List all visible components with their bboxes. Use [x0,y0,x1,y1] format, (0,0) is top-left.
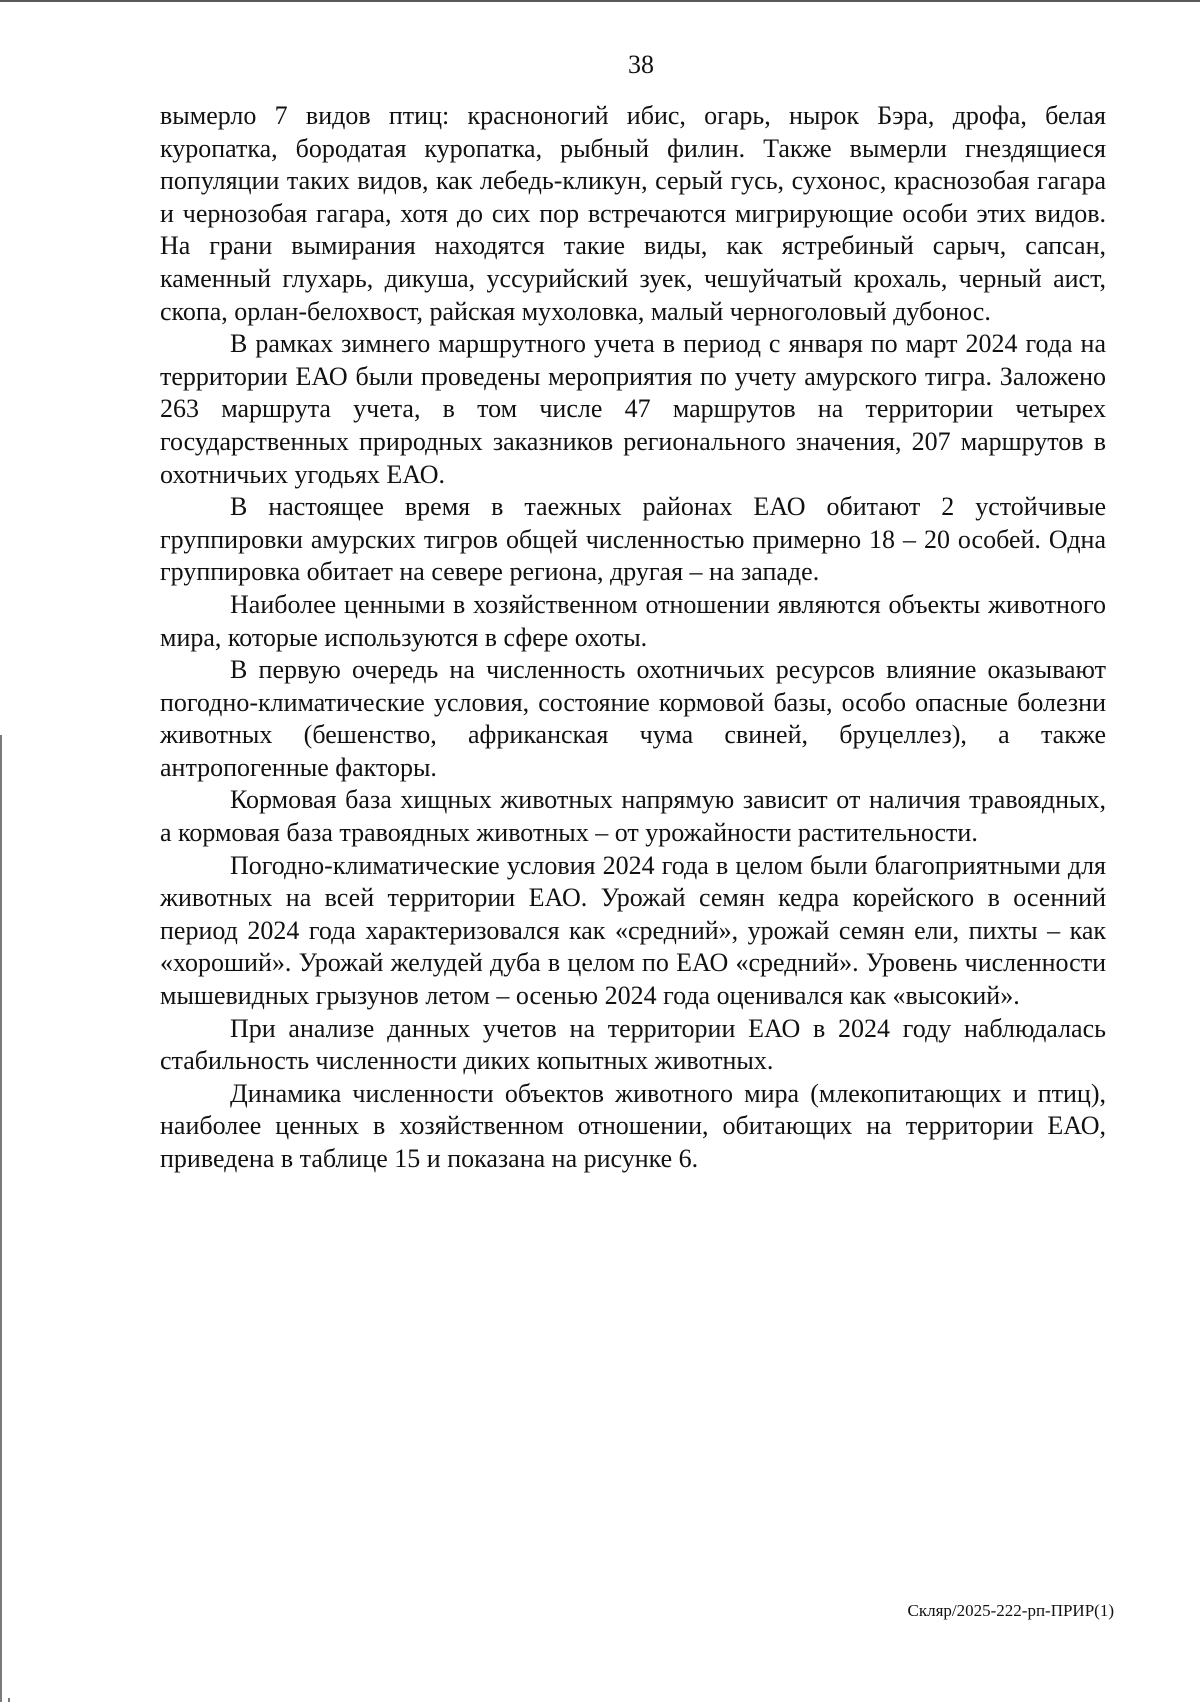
paragraph-influence-factors: В первую очередь на численность охотничьих ресурсов влияние оказывают погодно-климатические условия, состояние кормовой базы, особо опасные болезни животных (бешенство, африканская чума свиней, бруцеллез), а также антропогенные факторы. [160,655,1106,782]
paragraph-tiger-survey: В рамках зимнего маршрутного учета в период с января по март 2024 года на территории ЕАО были проведены мероприятия по учету амурского тигра. Заложено 263 маршрута учета, в том числе 47 маршрутов на территории четырех государственных природных заказников регионального значения, 207 маршрутов в охотничьих угодьях ЕАО. [160,329,1106,489]
paragraph-hunting-value: Наиболее ценными в хозяйственном отношении являются объекты животного мира, которые используются в сфере охоты. [160,589,1106,652]
scan-edge-left [0,735,2,1702]
scan-edge-top [0,0,1200,2]
paragraph-food-base: Кормовая база хищных животных напрямую зависит от наличия травоядных, а кормовая база травоядных животных – от урожайности растительности. [160,785,1106,848]
page-number: 38 [628,50,654,79]
paragraph-dynamics-reference: Динамика численности объектов животного мира (млекопитающих и птиц), наиболее ценных в хозяйственном отношении, обитающих на территории ЕАО, приведена в таблице 15 и показана на рисунке 6. [160,1078,1106,1173]
paragraph-ungulate-stability: При анализе данных учетов на территории ЕАО в 2024 году наблюдалась стабильность численности диких копытных животных. [160,1013,1106,1076]
paragraph-bird-extinction: вымерло 7 видов птиц: красноногий ибис, огарь, нырок Бэра, дрофа, белая куропатка, бородатая куропатка, рыбный филин. Также вымерли гнездящиеся популяции таких видов, как лебедь-кликун, серый гусь, сухонос, краснозобая гагара и чернозобая гагара, хотя до сих пор встречаются мигрирующие особи этих видов. На грани вымирания находятся такие виды, как ястребиный сарыч, сапсан, каменный глухарь, дикуша, уссурийский зуек, чешуйчатый крохаль, черный аист, скопа, орлан-белохвост, райская мухоловка, малый черноголовый дубонос. [160,101,1106,326]
scan-edge-tick [8,1698,10,1702]
document-code: Скляр/2025-222-рп-ПРИР(1) [907,1601,1114,1620]
paragraph-climate-conditions: Погодно-климатические условия 2024 года в целом были благоприятными для животных на всей территории ЕАО. Урожай семян кедра корейского в осенний период 2024 года характеризовался как «средний», урожай семян ели, пихты – как «хороший». Урожай желудей дуба в целом по ЕАО «средний». Уровень численности мышевидных грызунов летом – осенью 2024 года оценивался как «высокий». [160,850,1106,1011]
paragraph-tiger-groups: В настоящее время в таежных районах ЕАО обитают 2 устойчивые группировки амурских тигров общей численностью примерно 18 – 20 особей. Одна группировка обитает на севере региона, другая – на западе. [160,492,1106,587]
body-text [160,100,1106,1176]
